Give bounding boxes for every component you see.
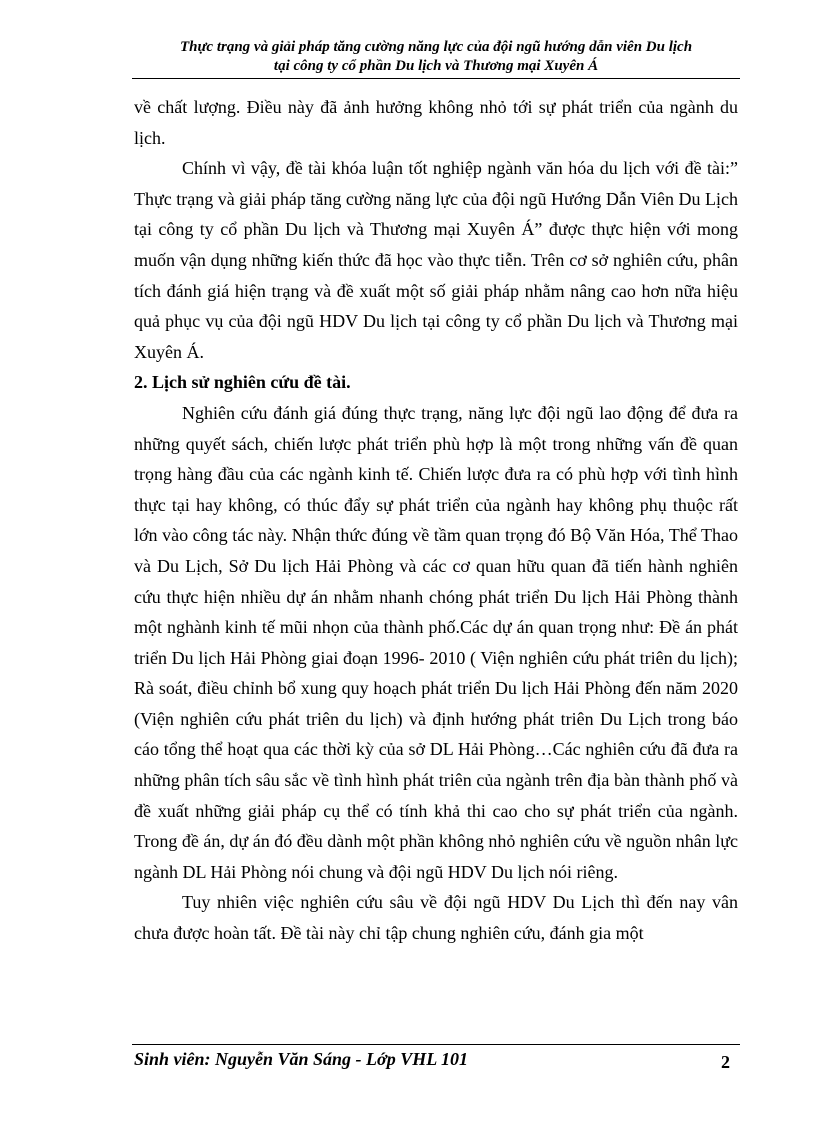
- section-heading-research-history: 2. Lịch sử nghiên cứu đề tài.: [134, 372, 351, 393]
- header-line-1: Thực trạng và giải pháp tăng cường năng lực của đội ngũ hướng dẫn viên Du lịch: [179, 39, 693, 55]
- header-divider: [132, 78, 740, 79]
- paragraph-research-overview: Nghiên cứu đánh giá đúng thực trạng, năng lực đội ngũ lao động để đưa ra những quyết sách, chiến lược phát triển phù hợp là một trong những vấn đề quan trọng hàng đầu của các ngành kinh tế. Chiến lược đưa ra có phù hợp với tình hình thực tại hay không, có thúc đẩy sự phát triển của ngành hay không phụ thuộc rất lớn vào công tác này. Nhận thức đúng về tầm quan trọng đó Bộ Văn Hóa, Thể Thao và Du Lịch, Sở Du lịch Hải Phòng và các cơ quan hữu quan đã tiến hành nghiên cứu thực hiện nhiều dự án nhằm nhanh chóng phát triển Du lịch Hải Phòng thành một nghành kinh tế mũi nhọn của thành phố.Các dự án quan trọng như: Đề án phát triển Du lịch Hải Phòng giai đoạn 1996- 2010 ( Viện nghiên cứu phát triên du lịch); Rà soát, điều chỉnh bổ xung quy hoạch phát triển Du lịch Hải Phòng đến năm 2020 (Viện nghiên cứu phát triên du lịch) và định hướng phát triên Du Lịch trong báo cáo tổng thể hoạt qua các thời kỳ của sở DL Hải Phòng…Các nghiên cứu đã đưa ra những phân tích sâu sắc về tình hình phát triên của ngành trên địa bàn thành phố và đề xuất những giải pháp cụ thể có tính khả thi cao cho sự phát triển của ngành. Trong đề án, dự án đó đều dành một phần không nhỏ nghiên cứu về nguồn nhân lực ngành DL Hải Phòng nói chung và đội ngũ HDV Du lịch nói riêng.: [134, 402, 738, 882]
- paragraph-thesis-topic: Chính vì vậy, đề tài khóa luận tốt nghiệp ngành văn hóa du lịch với đề tài:” Thực trạng và giải pháp tăng cường năng lực của đội ngũ Hướng Dẫn Viên Du Lịch tại công ty cổ phần Du lịch và Thương mại Xuyên Á” được thực hiện với mong muốn vận dụng những kiến thức đã học vào thực tiễn. Trên cơ sở nghiên cứu, phân tích đánh giá hiện trạng và đề xuất một số giải pháp nhằm nâng cao hơn nữa hiệu quả phục vụ của đội ngũ HDV Du lịch tại công ty cổ phần Du lịch và Thương mại Xuyên Á.: [134, 158, 738, 362]
- page-number: 2: [721, 1052, 730, 1072]
- footer-divider: [132, 1044, 740, 1045]
- footer-author: Sinh viên: Nguyễn Văn Sáng - Lớp VHL 101: [134, 1049, 469, 1069]
- paragraph-research-gap: Tuy nhiên việc nghiên cứu sâu về đội ngũ HDV Du Lịch thì đến nay vân chưa được hoàn tất. Đề tài này chỉ tập chung nghiên cứu, đánh gia một: [134, 892, 738, 944]
- header-line-2: tại công ty cổ phần Du lịch và Thương mại Xuyên Á: [273, 58, 599, 74]
- running-header: [132, 38, 740, 76]
- page-body: [134, 92, 738, 949]
- paragraph-continuation: về chất lượng. Điều này đã ảnh hưởng không nhỏ tới sự phát triển của ngành du lịch.: [134, 97, 738, 148]
